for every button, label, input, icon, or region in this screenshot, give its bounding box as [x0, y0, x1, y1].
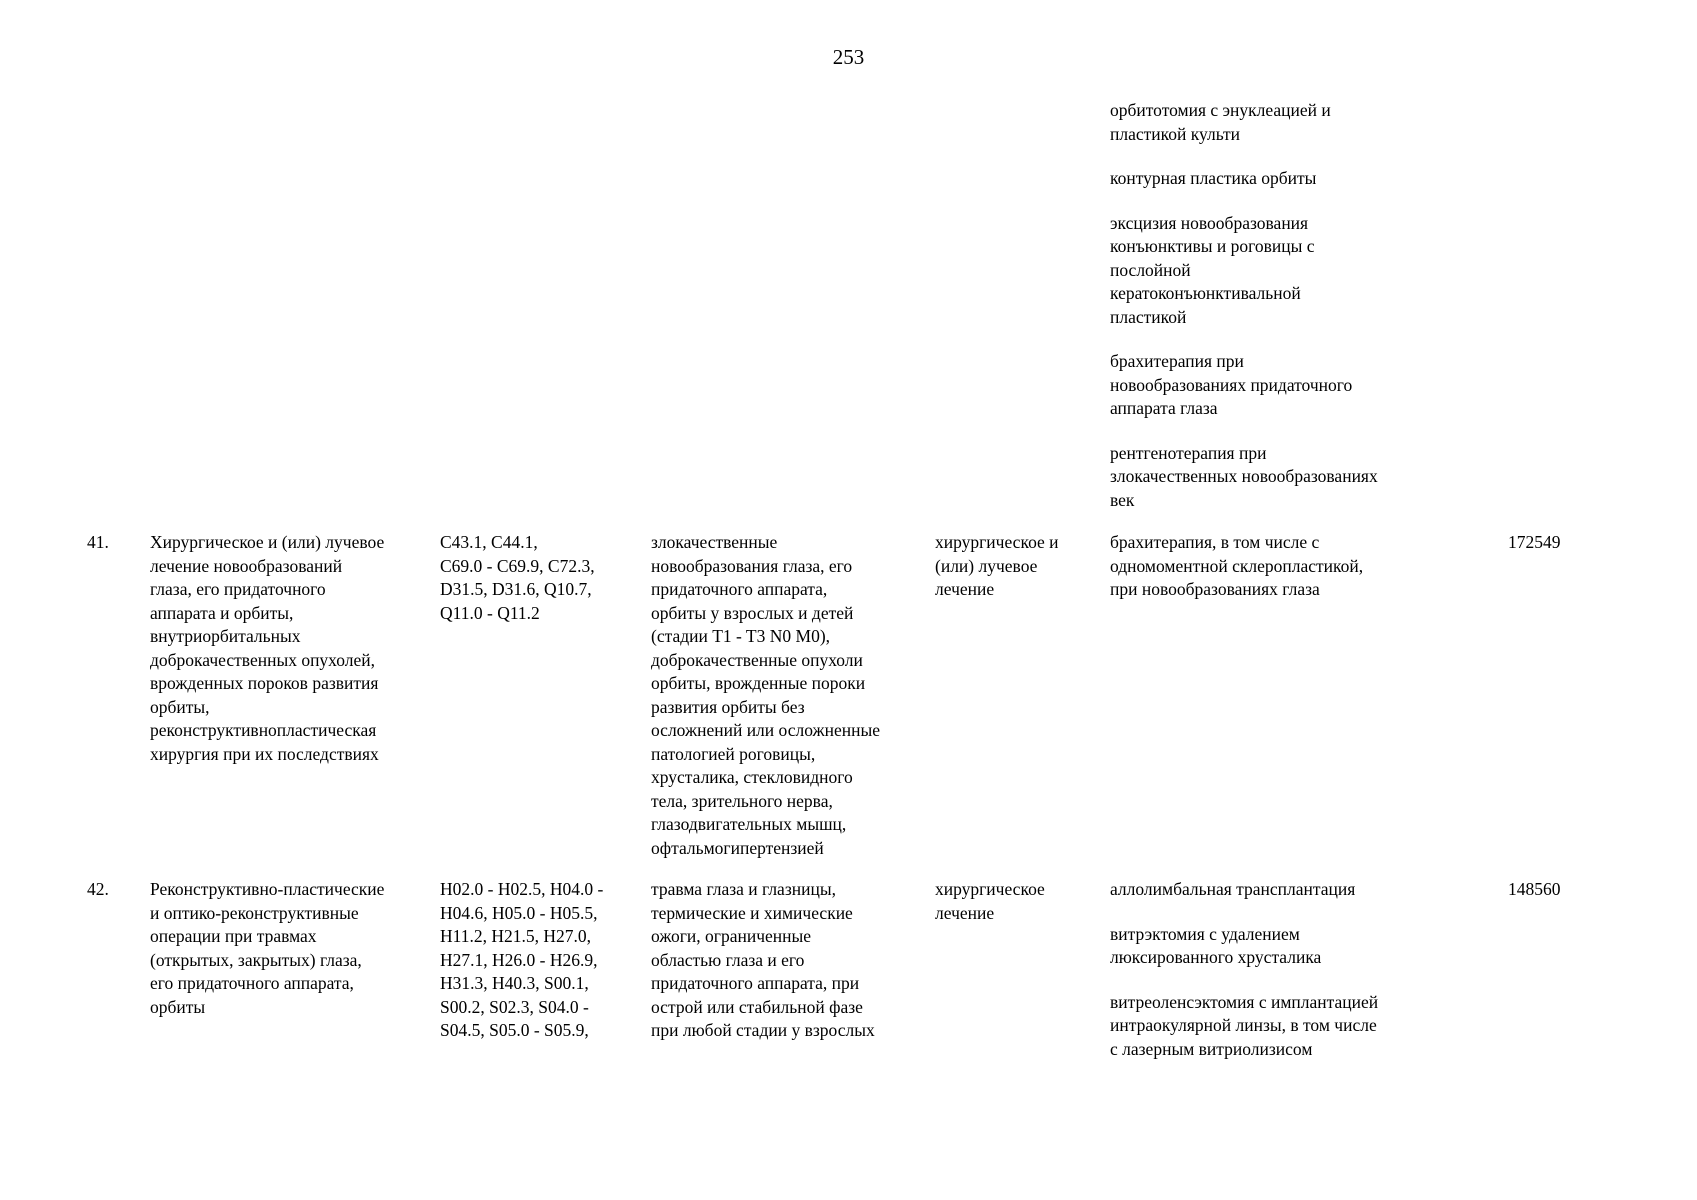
row-41-cost: 172549 — [1508, 532, 1561, 552]
text-line: придаточного аппарата, — [651, 579, 828, 599]
text-line: S04.5, S05.0 - S05.9, — [440, 1020, 589, 1040]
text-line: операции при травмах — [150, 926, 317, 946]
text-line: патологией роговицы, — [651, 743, 816, 764]
text-line: ожоги, ограниченные — [651, 926, 812, 946]
text-line: H27.1, H26.0 - H26.9, — [440, 949, 598, 970]
text-line: при любой стадии у взрослых — [651, 1020, 875, 1040]
text-line: конъюнктивы и роговицы с — [1110, 236, 1315, 256]
row-42-model — [651, 878, 926, 1043]
text-line: лечение — [935, 902, 995, 923]
row-41-codes — [440, 531, 640, 625]
row-42-name — [150, 878, 430, 1019]
text-line: хирургическое и — [935, 532, 1059, 552]
text-line: реконструктивнопластическая — [150, 720, 377, 740]
method-item — [1110, 991, 1455, 1062]
text-line: орбиты у взрослых и детей — [651, 602, 854, 623]
row-42-cost: 148560 — [1508, 879, 1561, 899]
text-line: аппарата и орбиты, — [150, 602, 294, 623]
text-line: хирургическое — [935, 879, 1045, 899]
text-line: злокачественных новообразованиях — [1110, 466, 1378, 486]
text-line: хрусталика, стекловидного — [651, 767, 853, 787]
text-line: C43.1, C44.1, — [440, 532, 538, 552]
text-line: кератоконъюнктивальной — [1110, 283, 1301, 303]
method-item — [1110, 99, 1455, 146]
text-line: контурная пластика орбиты — [1110, 168, 1317, 188]
row-42-treatment-type — [935, 878, 1095, 925]
text-line: пластикой культи — [1110, 123, 1241, 144]
text-line: (стадии T1 - T3 N0 M0), — [651, 626, 831, 646]
text-line: S00.2, S02.3, S04.0 - — [440, 996, 589, 1017]
row-41-number: 41. — [87, 532, 109, 552]
text-line: H04.6, H05.0 - H05.5, — [440, 902, 598, 923]
text-line: H11.2, H21.5, H27.0, — [440, 926, 592, 946]
text-line: Q11.0 - Q11.2 — [440, 602, 540, 623]
text-line: глазодвигательных мышц, — [651, 814, 847, 834]
text-line: Хирургическое и (или) лучевое — [150, 532, 385, 552]
row-42-number: 42. — [87, 879, 109, 899]
text-line: одномоментной склеропластикой, — [1110, 555, 1364, 576]
text-line: хирургия при их последствиях — [150, 743, 379, 764]
method-item — [1110, 212, 1455, 330]
text-line: эксцизия новообразования — [1110, 212, 1309, 233]
method-item — [1110, 442, 1455, 513]
row-42-methods — [1110, 878, 1455, 1061]
text-line: послойной — [1110, 259, 1191, 280]
row-41-methods — [1110, 531, 1455, 602]
method-item — [1110, 531, 1455, 602]
text-line: злокачественные — [651, 532, 778, 552]
text-line: новообразованиях придаточного — [1110, 374, 1353, 395]
text-line: и оптико-реконструктивные — [150, 902, 359, 923]
text-line: доброкачественные опухоли — [651, 649, 863, 670]
text-line: H31.3, H40.3, S00.1, — [440, 973, 589, 993]
row-41-name — [150, 531, 430, 766]
method-item — [1110, 878, 1455, 902]
text-line: век — [1110, 489, 1135, 510]
method-item — [1110, 350, 1455, 421]
row-41-treatment-type — [935, 531, 1095, 602]
text-line: врожденных пороков развития — [150, 673, 379, 693]
text-line: при новообразованиях глаза — [1110, 579, 1320, 599]
text-line: орбиты, врожденные пороки — [651, 673, 866, 693]
text-line: его придаточного аппарата, — [150, 973, 354, 993]
page-number: 253 — [832, 45, 865, 69]
text-line: лечение новообразований — [150, 555, 343, 576]
text-line: областью глаза и его — [651, 949, 805, 970]
text-line: осложнений или осложненные — [651, 720, 881, 740]
text-line: (или) лучевое — [935, 555, 1038, 576]
text-line: с лазерным витриолизисом — [1110, 1038, 1313, 1059]
method-item — [1110, 167, 1455, 191]
text-line: развития орбиты без — [651, 696, 805, 717]
text-line: аллолимбальная трансплантация — [1110, 879, 1356, 899]
row-41-model — [651, 531, 926, 860]
text-line: офтальмогипертензией — [651, 837, 824, 858]
text-line: лечение — [935, 579, 995, 599]
row-42-codes — [440, 878, 640, 1043]
text-line: орбиты, — [150, 696, 210, 717]
text-line: доброкачественных опухолей, — [150, 649, 376, 670]
text-line: пластикой — [1110, 306, 1187, 327]
text-line: витреоленсэктомия с имплантацией — [1110, 991, 1379, 1012]
text-line: C69.0 - C69.9, C72.3, — [440, 555, 595, 576]
method-item — [1110, 923, 1455, 970]
text-line: брахитерапия при — [1110, 351, 1244, 371]
text-line: люксированного хрусталика — [1110, 947, 1322, 967]
text-line: орбиты — [150, 996, 206, 1017]
continuation-methods — [1110, 99, 1455, 512]
text-line: рентгенотерапия при — [1110, 442, 1267, 463]
text-line: аппарата глаза — [1110, 398, 1218, 418]
text-line: острой или стабильной фазе — [651, 996, 863, 1017]
text-line: орбитотомия с энуклеацией и — [1110, 100, 1331, 120]
text-line: брахитерапия, в том числе с — [1110, 532, 1320, 552]
text-line: термические и химические — [651, 902, 853, 923]
text-line: внутриорбитальных — [150, 626, 301, 646]
text-line: глаза, его придаточного — [150, 579, 326, 599]
text-line: витрэктомия с удалением — [1110, 923, 1300, 944]
text-line: интраокулярной линзы, в том числе — [1110, 1015, 1377, 1035]
text-line: D31.5, D31.6, Q10.7, — [440, 579, 592, 599]
text-line: (открытых, закрытых) глаза, — [150, 949, 362, 970]
text-line: Реконструктивно-пластические — [150, 879, 385, 899]
text-line: травма глаза и глазницы, — [651, 879, 836, 899]
text-line: новообразования глаза, его — [651, 555, 853, 576]
text-line: H02.0 - H02.5, H04.0 - — [440, 879, 604, 899]
text-line: придаточного аппарата, при — [651, 973, 860, 993]
text-line: тела, зрительного нерва, — [651, 790, 833, 811]
